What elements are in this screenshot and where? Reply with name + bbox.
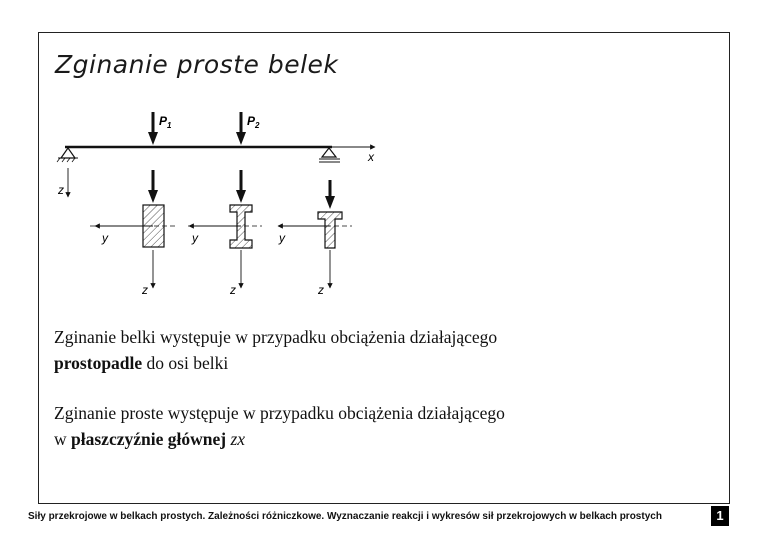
x-axis-label: x <box>368 150 374 164</box>
z-axis-label-left: z <box>58 183 64 197</box>
footer-text: Siły przekrojowe w belkach prostych. Zależności różniczkowe. Wyznaczanie reakcji i wykresów sił przekrojowych w belkach prostych <box>28 511 662 522</box>
force-label-p1: $P_1$ <box>159 114 172 130</box>
force-label-p2: $P_2$ <box>247 114 260 130</box>
paragraph-simple-bending-definition <box>54 400 505 452</box>
paragraph-1-rest: do osi belki <box>142 353 229 373</box>
y-axis-label-1: y <box>102 231 108 245</box>
paragraph-1-line-1: Zginanie belki występuje w przypadku obciążenia działającego <box>54 327 498 347</box>
bold-term-plaszczyzna-glowna: płaszczyźnie głównej <box>71 429 227 449</box>
z-axis-label-3: z <box>318 283 324 297</box>
y-axis-label-3: y <box>279 231 285 245</box>
right-support-icon <box>319 148 340 162</box>
plane-variable-zx: zx <box>230 429 246 449</box>
paragraph-2-line-2 <box>54 426 505 452</box>
slide-title: Zginanie proste belek <box>55 50 339 79</box>
paragraph-2-w: w <box>54 429 72 449</box>
paragraph-1-line-2 <box>54 350 497 376</box>
z-axis-label-1: z <box>142 283 148 297</box>
beam-diagram <box>50 100 410 310</box>
paragraph-bending-definition <box>54 324 497 376</box>
z-axis-label-2: z <box>230 283 236 297</box>
force-arrow-p1-icon <box>148 112 158 145</box>
left-support-icon <box>57 148 78 162</box>
page-number: 1 <box>711 506 729 526</box>
force-arrow-p2-icon <box>236 112 246 145</box>
y-axis-label-2: y <box>192 231 198 245</box>
bold-term-prostopadle: prostopadle <box>54 353 143 373</box>
section-i-beam <box>188 170 262 288</box>
paragraph-2-line-1: Zginanie proste występuje w przypadku obciążenia działającego <box>54 403 505 423</box>
section-rectangle <box>90 170 175 288</box>
section-t-beam <box>278 180 352 288</box>
